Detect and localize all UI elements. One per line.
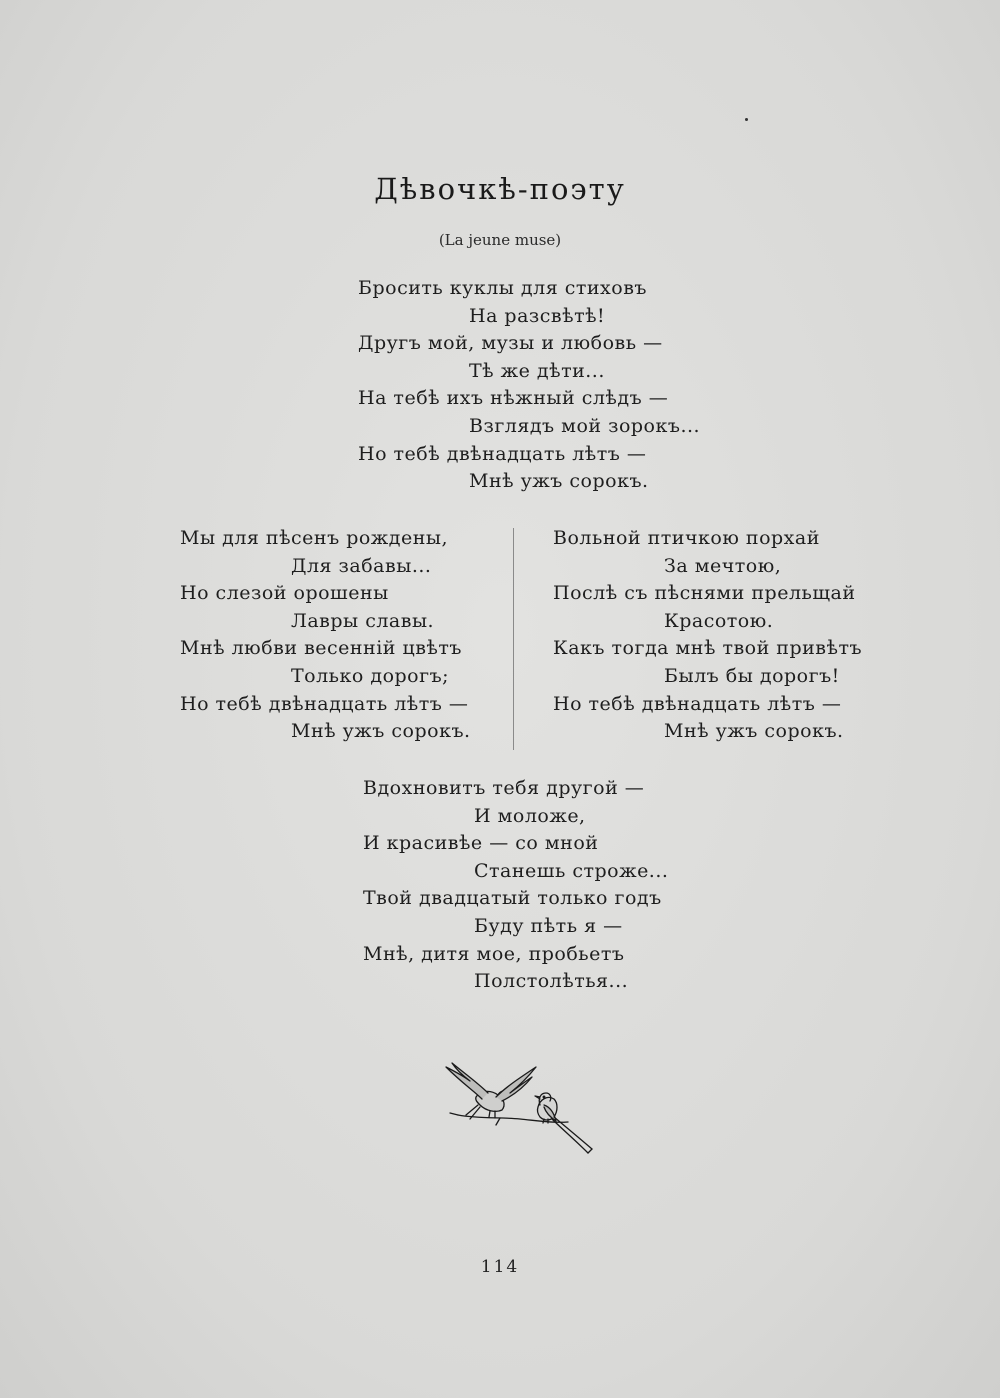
stanza-4 [363,775,668,996]
verse-line: Для забавы... [291,554,432,577]
verse-line: На тебѣ ихъ нѣжный слѣдъ — [358,387,669,410]
verse-line: Какъ тогда мнѣ твой привѣтъ [553,637,863,660]
stanza-3 [553,525,862,746]
poem-title: Дѣвочкѣ-поэту [374,172,626,206]
verse-line: За мечтою, [664,554,782,577]
column-divider [513,528,514,750]
verse-line: Другъ мой, музы и любовь — [358,332,663,355]
verse-line: Красотою. [664,609,774,632]
verse-line: Вдохновитъ тебя другой — [363,777,645,799]
stanza-1 [358,275,700,496]
verse-line: Но слезой орошены [180,582,389,605]
verse-line: Только дорогъ; [291,664,450,687]
page-number: 114 [480,1257,520,1277]
poem-subtitle: (La jeune muse) [438,231,562,249]
ink-speck [745,118,748,121]
verse-line: Былъ бы дорогъ! [664,664,840,687]
verse-line: Лавры славы. [291,609,435,632]
verse-line: Но тебѣ двѣнадцать лѣтъ — [180,692,469,715]
verse-line: Мнѣ любви весенній цвѣтъ [180,637,462,660]
verse-line: Бросить куклы для стиховъ [358,277,647,299]
verse-line: Мы для пѣсенъ рождены, [180,527,449,549]
stanza-2 [180,525,471,746]
verse-line: И моложе, [474,804,586,827]
verse-line: Взглядъ мой зорокъ... [469,414,701,437]
verse-line: На разсвѣтѣ! [469,304,606,327]
verse-line: Мнѣ, дитя мое, пробьетъ [363,942,625,965]
verse-line: Но тебѣ двѣнадцать лѣтъ — [553,692,842,715]
verse-line: Твой двадцатый только годъ [363,887,662,910]
birds-on-branch-illustration [440,1055,600,1160]
verse-line: Станешь строже... [474,859,669,882]
verse-line: Мнѣ ужъ сорокъ. [664,720,844,743]
verse-line: Буду пѣть я — [474,914,623,937]
verse-line: Мнѣ ужъ сорокъ. [291,720,471,743]
verse-line: Тѣ же дѣти... [469,359,605,382]
verse-line: И красивѣе — со мной [363,832,599,855]
verse-line: Послѣ съ пѣснями прельщай [553,582,856,605]
verse-line: Полстолѣтья... [474,970,629,993]
verse-line: Вольной птичкою порхай [553,527,820,549]
verse-line: Но тебѣ двѣнадцать лѣтъ — [358,442,647,465]
verse-line: Мнѣ ужъ сорокъ. [469,470,649,493]
